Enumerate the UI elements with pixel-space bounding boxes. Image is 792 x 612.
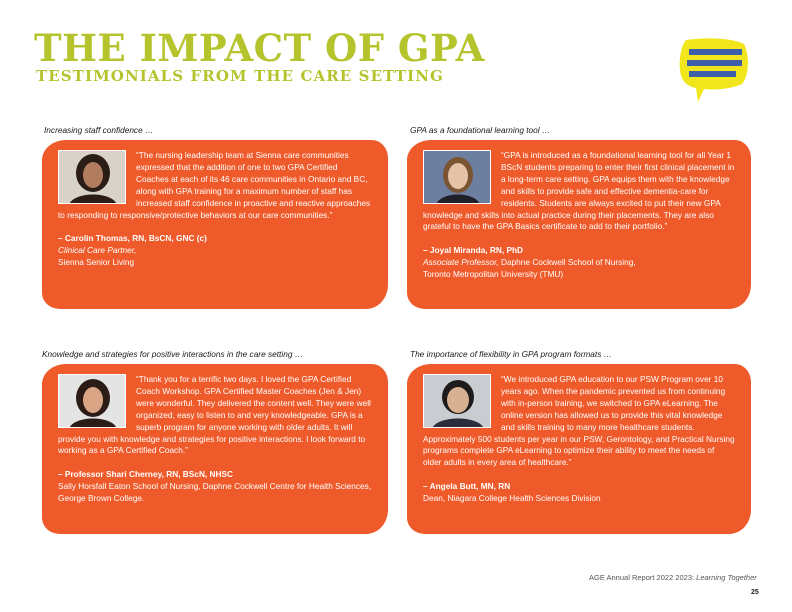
author-role: Clinical Care Partner, [58, 245, 137, 256]
portrait-photo [58, 150, 126, 204]
testimonial-author: – Professor Shari Cherney, RN, BScN, NHSC [58, 469, 234, 480]
testimonial-quote: “GPA is introduced as a foundational learning tool for all Year 1 BScN students preparing to enter their first clinical placement in a long-term care setting. GPA equips them with the knowledge and skills to provide safe and effective dementia-care for residents. Students are always excited to put their new GPA knowledge and skills into actual practice during their placements. They are also grateful to have the GPA Basics certificate to add to their portfolio.” [423, 150, 735, 232]
section-label: Increasing staff confidence … [44, 125, 154, 135]
testimonial-card [42, 364, 388, 534]
portrait-photo [58, 374, 126, 428]
author-organization: Dean, Niagara College Health Sciences Division [423, 493, 601, 504]
report-subtitle: Learning Together [696, 573, 757, 582]
author-organization: Sienna Senior Living [58, 257, 135, 268]
page-subtitle: TESTIMONIALS FROM THE CARE SETTING [36, 67, 444, 85]
speech-bubble-icon [678, 36, 750, 104]
section-label: The importance of flexibility in GPA program formats … [410, 349, 612, 359]
testimonial-quote: “We introduced GPA education to our PSW Program over 10 years ago. When the pandemic prevented us from continuing with in-person training, we switched to GPA eLearning. The online version has allowed us to provide this vital knowledge and skills training to many more healthcare students. Approximately 500 students per year in our PSW, Gerontology, and Practical Nursing programs complete GPA eLearning to optimize their ability to meet the needs of older adults in every area of healthcare.” [423, 374, 735, 468]
report-footer [589, 573, 757, 582]
author-department: Daphne Cockwell School of Nursing, [498, 257, 636, 268]
portrait-photo [423, 374, 491, 428]
section-label: GPA as a foundational learning tool … [410, 125, 551, 135]
section-label: Knowledge and strategies for positive interactions in the care setting … [42, 349, 304, 359]
testimonial-author: – Carolin Thomas, RN, BsCN, GNC (c) [58, 233, 207, 244]
report-title: AGE Annual Report 2022 2023: [589, 573, 697, 582]
page-title: THE IMPACT OF GPA [34, 26, 485, 70]
testimonial-quote: “Thank you for a terrific two days. I loved the GPA Certified Coach Workshop. GPA Certified Master Coaches (Jen & Jen) were wonderful. They delivered the content well. They were well organized, easy to listen to and very knowledgeable. GPA is a superb program for anyone working with older adults. It will provide you with knowledge and strategies for positive interactions. I look forward to working as a GPA Certified Coach.” [58, 374, 371, 456]
testimonial-author: – Joyal Miranda, RN, PhD [423, 245, 524, 256]
testimonial-author: – Angela Butt, MN, RN [423, 481, 511, 492]
author-organization: Toronto Metropolitan University (TMU) [423, 269, 564, 280]
testimonial-quote: “The nursing leadership team at Sienna care communities expressed that the addition of one to two GPA Certified Coaches at each of its 46 care communities in Ontario and BC, along with GPA training for a maximum number of staff has increased staff confidence in proactive and reactive approaches to responding to responsive/protective behaviors at our care communities.” [58, 150, 371, 220]
author-role: Associate Professor, [423, 257, 499, 268]
testimonial-card [42, 140, 388, 309]
portrait-photo [423, 150, 491, 204]
author-organization: Sally Horsfall Eaton School of Nursing, Daphne Cockwell Centre for Health Sciences, George Brown College. [58, 481, 372, 504]
testimonial-card [407, 140, 751, 309]
page-number: 25 [751, 589, 759, 596]
testimonial-card [407, 364, 751, 534]
